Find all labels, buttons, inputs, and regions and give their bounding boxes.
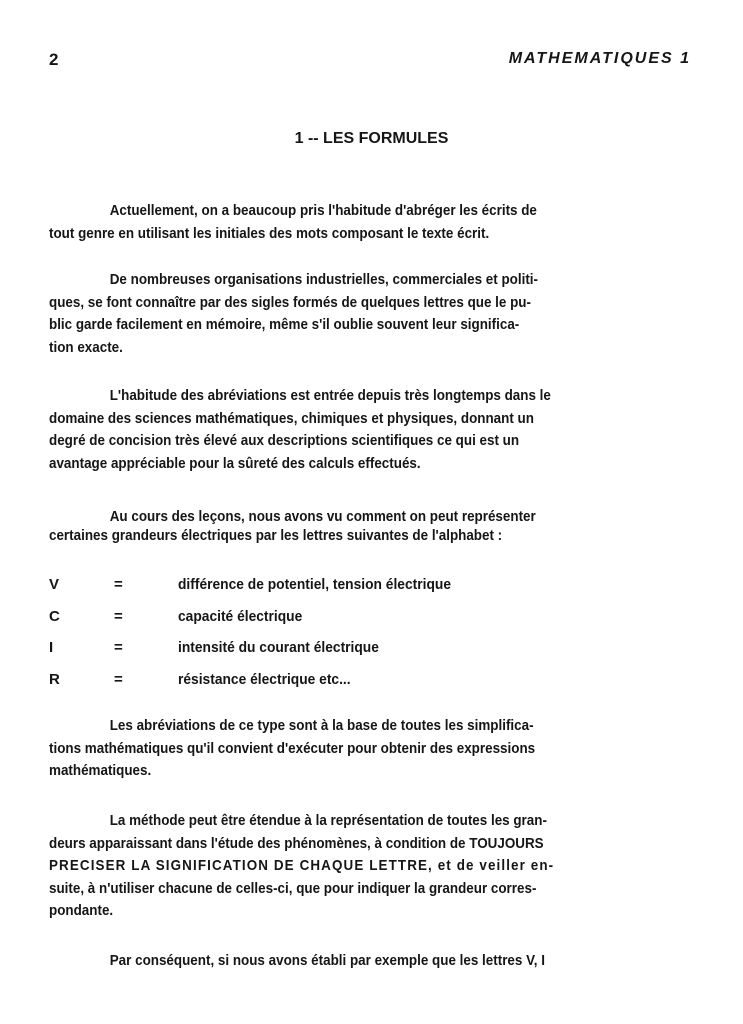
paragraph-1	[49, 200, 693, 245]
paragraph-line: Au cours des leçons, nous avons vu comment on peut représenter	[109, 509, 536, 525]
paragraph-line-emphasis: PRECISER LA SIGNIFICATION DE CHAQUE LETTRE, et de veiller en-	[49, 858, 555, 874]
paragraph-5	[49, 715, 693, 783]
running-title: MATHEMATIQUES 1	[508, 50, 691, 67]
definition-meaning: capacité électrique	[178, 607, 303, 625]
paragraph-line: tions mathématiques qu'il convient d'exécuter pour obtenir des expressions	[49, 740, 536, 757]
paragraph-line: domaine des sciences mathématiques, chimiques et physiques, donnant un	[49, 410, 534, 427]
paragraph-line: L'habitude des abréviations est entrée depuis très longtemps dans le	[109, 388, 551, 404]
equals-sign: =	[114, 607, 123, 625]
paragraph-line: avantage appréciable pour la sûreté des calculs effectués.	[49, 455, 421, 472]
paragraph-line: Les abréviations de ce type sont à la base de toutes les simplifica-	[109, 718, 534, 734]
paragraph-4	[49, 508, 693, 546]
equals-sign: =	[114, 576, 123, 593]
paragraph-line: Par conséquent, si nous avons établi par exemple que les lettres V, I	[109, 953, 545, 969]
definition-meaning: différence de potentiel, tension électrique	[178, 576, 451, 593]
paragraph-line: suite, à n'utiliser chacune de celles-ci, que pour indiquer la grandeur corres-	[49, 880, 537, 897]
paragraph-line: Actuellement, on a beaucoup pris l'habitude d'abréger les écrits de	[109, 203, 537, 219]
definition-symbol: C	[49, 607, 60, 625]
paragraph-line: pondante.	[49, 903, 114, 919]
paragraph-line: tion exacte.	[49, 339, 123, 356]
paragraph-line: De nombreuses organisations industrielles, commerciales et politi-	[109, 272, 538, 288]
equals-sign: =	[114, 670, 123, 688]
definition-meaning: intensité du courant électrique	[178, 639, 379, 656]
paragraph-line: degré de concision très élevé aux descriptions scientifiques ce qui est un	[49, 433, 520, 449]
definition-symbol: I	[49, 639, 54, 656]
paragraph-7	[49, 950, 693, 973]
definition-symbol: V	[49, 576, 60, 593]
paragraph-line: certaines grandeurs électriques par les lettres suivantes de l'alphabet :	[49, 528, 503, 544]
paragraph-2	[49, 269, 693, 359]
definition-meaning: résistance électrique etc...	[178, 670, 351, 688]
definition-symbol: R	[49, 670, 60, 688]
section-title: 1 -- LES FORMULES	[294, 130, 449, 147]
paragraph-3	[49, 385, 693, 475]
paragraph-6	[49, 810, 693, 923]
paragraph-line: deurs apparaissant dans l'étude des phénomènes, à condition de TOUJOURS	[49, 835, 544, 852]
paragraph-line: tout genre en utilisant les initiales des mots composant le texte écrit.	[49, 225, 490, 242]
paragraph-line: La méthode peut être étendue à la représentation de toutes les gran-	[109, 813, 547, 829]
paragraph-line: mathématiques.	[49, 763, 152, 779]
paragraph-line: blic garde facilement en mémoire, même s'il oublie souvent leur significa-	[49, 317, 520, 333]
equals-sign: =	[114, 639, 123, 656]
page-number: 2	[49, 50, 59, 69]
paragraph-line: ques, se font connaître par des sigles formés de quelques lettres que le pu-	[49, 294, 531, 311]
